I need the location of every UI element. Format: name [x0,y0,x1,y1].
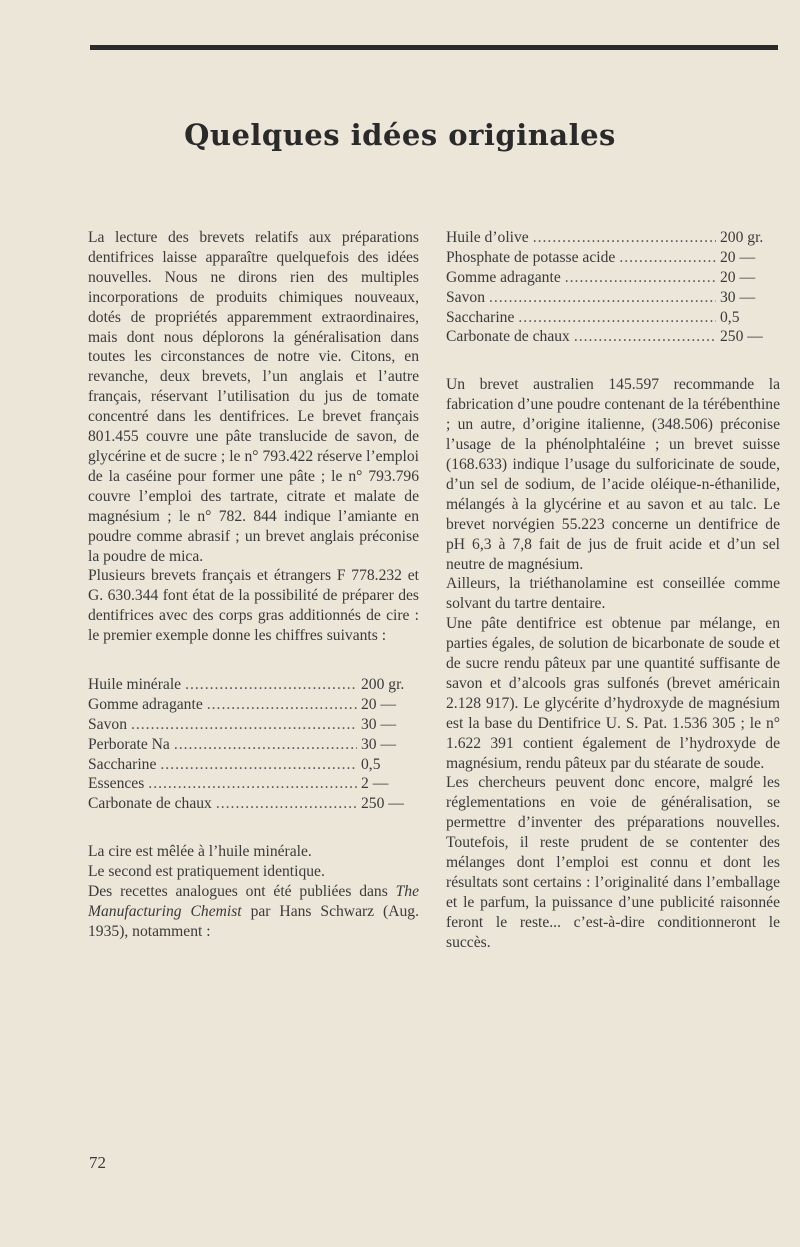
paragraph-other-patents: Un brevet australien 145.597 recommande la fabrication d’une poudre contenant de la térébenthine ; un autre, d’origine italienne, (348.506) préconise l’usage de la phénolphtaléine ; un brevet suisse (168.633) indique l’usage du sulforicinate de soude, d’un sel de sodium, de l’acide oléique-n-éthanilide, mélangés à la glycérine et au savon et au talc. Le brevet norvégien 55.223 concerne un dentifrice de pH 6,3 à 7,8 fait de jus de fruit acide et d’un sel neutre de magnésium. [446,376,780,573]
recipe-row: Gomme adragante ..... 20 — [88,695,419,715]
recipe-row: Saccharine ..... 0,5 [446,308,780,328]
paragraph-intro: La lecture des brevets relatifs aux préparations dentifrices laisse apparaître quelquefois des idées nouvelles. Nous ne dirons rien des multiples incorporations de produits chimiques nouveaux, dotés de propriétés apparemment extraordinaires, mais dont nous déplorons la généralisation dans toutes les circonstances de notre vie. Citons, en revanche, deux brevets, l’un anglais et l’autre français, réservant l’utilisation du jus de tomate concentré dans les dentifrices. Le brevet français 801.455 couvre une pâte translucide de savon, de glycérine et de sucre ; le n° 793.422 réserve l’emploi de la caséine pour former une pâte ; le n° 793.796 couvre l’emploi des tartrate, citrate et malate de magnésium ; le n° 782. 844 indique l’amiante en poudre comme abrasif ; un brevet anglais préconise la poudre de mica. [88,229,419,565]
paragraph-conclusion: Les chercheurs peuvent donc encore, malgré les réglementations en voie de généralisation, se permettre d’inventer des préparations nouvelles. Toutefois, il reste prudent de se contenter des mélanges dont l’emploi est connu et dont les résultats sont certains : l’originalité dans l’emballage et le parfum, la puissance d’une publicité raisonnée feront le reste... c’est-à-dire conditionneront le succès. [446,774,780,951]
paragraph-wax: La cire est mêlée à l’huile minérale. [88,843,312,861]
recipe-list-mineral-oil [88,675,419,814]
paragraph-triethanolamine: Ailleurs, la triéthanolamine est conseillée comme solvant du tartre dentaire. [446,575,780,613]
left-column [88,228,419,942]
recipe-list-olive-oil [446,228,780,347]
recipe-row: Savon ..... 30 — [446,288,780,308]
publication-title: The Manufacturing Chemist [88,883,419,920]
paragraph-second: Le second est pratiquement identique. [88,863,325,881]
paragraph-paste: Une pâte dentifrice est obtenue par mélange, en parties égales, de solution de bicarbonate de soude et de sucre rendu pâteux par une quantité suffisante de savon et d’alcools gras sulfonés (brevet américain 2.128 917). Le glycérite d’hydroxyde de magnésium est la base du Dentifrice U. S. Pat. 1.536 305 ; le n° 1.622 391 contient également de l’hydroxyde de magnésium, rendu pâteux par du stéarate de soude. [446,615,780,772]
recipe-row: Huile minérale ..... 200 gr. [88,675,419,695]
paragraph-recipes-published: Des recettes analogues ont été publiées dans The Manufacturing Chemist par Hans Schwarz (Aug. 1935), notamment : [88,883,419,940]
recipe-row: Huile d’olive ..... 200 gr. [446,228,780,248]
recipe-row: Carbonate de chaux ..... 250 — [446,327,780,347]
right-column [446,228,780,953]
recipe-row: Savon ..... 30 — [88,715,419,735]
page-number: 72 [89,1153,106,1172]
article-title: Quelques idées originales [184,118,616,152]
recipe-row: Perborate Na ..... 30 — [88,735,419,755]
recipe-row: Carbonate de chaux ..... 250 — [88,794,419,814]
top-rule [90,45,778,50]
recipe-row: Saccharine ..... 0,5 [88,755,419,775]
recipe-row: Essences ..... 2 — [88,774,419,794]
paragraph-patents: Plusieurs brevets français et étrangers F 778.232 et G. 630.344 font état de la possibilité de préparer des dentifrices avec des corps gras additionnés de cire : le premier exemple donne les chiffres suivants : [88,567,419,645]
recipe-row: Gomme adragante ..... 20 — [446,268,780,288]
recipe-row: Phosphate de potasse acide ..... 20 — [446,248,780,268]
